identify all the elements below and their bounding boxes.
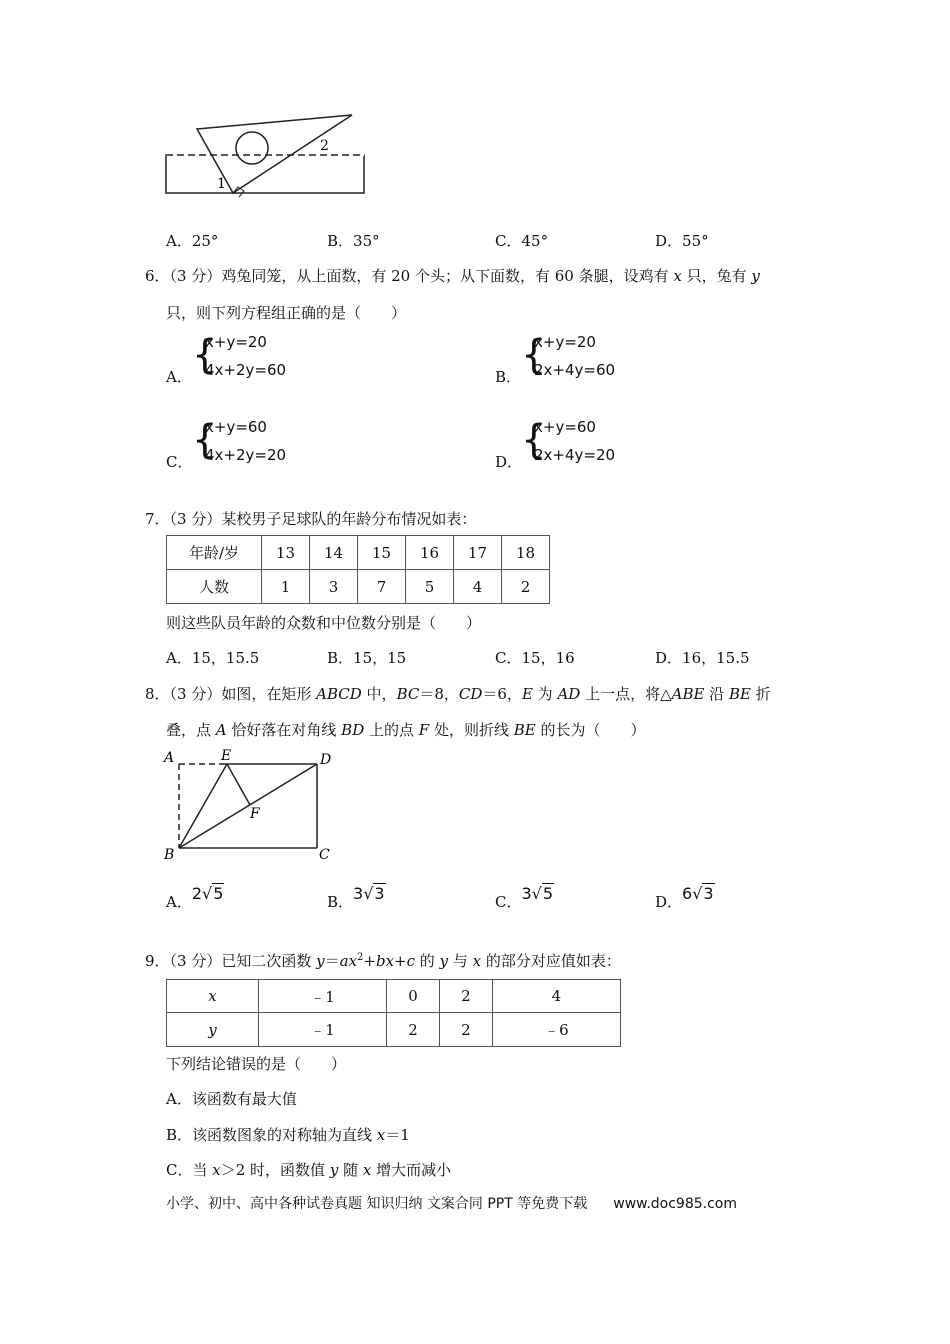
q5-option-c[interactable]: C．45°	[495, 232, 549, 250]
q6-option-b-system: x+y=20 2x+4y=60	[534, 333, 616, 379]
q8-option-b[interactable]: B．3√3	[327, 884, 385, 911]
q8-label-E: E	[221, 748, 232, 764]
q6-option-a-system: x+y=20 4x+2y=60	[205, 333, 287, 379]
table-row: y ﹣1 2 2 ﹣6	[167, 1013, 621, 1047]
q5-angle2-label: 2	[320, 138, 329, 154]
q9-option-a[interactable]: A．该函数有最大值	[166, 1090, 297, 1108]
q5-option-d[interactable]: D．55°	[655, 232, 709, 250]
q8-figure	[160, 746, 340, 866]
q9-option-c[interactable]: C．当 x＞2 时，函数值 y 随 x 增大而减小	[166, 1161, 452, 1179]
q5-circle	[236, 132, 268, 164]
q6-stem-line1: 6．（3 分）鸡兔同笼，从上面数，有 20 个头；从下面数，有 60 条腿，设鸡有 x 只，兔有 y	[145, 267, 760, 285]
q5-figure	[160, 110, 370, 198]
brace-icon: {	[521, 332, 547, 378]
brace-icon: {	[192, 332, 218, 378]
footer	[166, 1193, 737, 1213]
q8-stem-line2: 叠，点 A 恰好落在对角线 BD 上的点 F 处，则折线 BE 的长为（ ）	[166, 721, 646, 739]
brace-icon: {	[521, 417, 547, 463]
q8-label-D: D	[320, 752, 332, 768]
q6-option-d-system: x+y=60 2x+4y=20	[534, 418, 616, 464]
q9-option-b[interactable]: B．该函数图象的对称轴为直线 x＝1	[166, 1126, 410, 1144]
table-row: x ﹣1 0 2 4	[167, 980, 621, 1013]
q8-label-F: F	[250, 806, 260, 822]
q6-option-b-letter[interactable]: B．	[495, 368, 522, 386]
table-row: 年龄/岁 13 14 15 16 17 18	[167, 536, 550, 570]
q9-value-table	[166, 979, 621, 1047]
q5-angle1-label: 1	[217, 176, 226, 192]
table-row: 人数 1 3 7 5 4 2	[167, 570, 550, 604]
q9-stem: 9．（3 分）已知二次函数 $y=ax^2+bx+c$ 的 y 与 x 的部分对应值如表：	[145, 952, 621, 970]
q7-option-d[interactable]: D．16，15.5	[655, 649, 750, 667]
q8-label-B: B	[164, 847, 175, 863]
footer-text: 小学、初中、高中各种试卷真题 知识归纳 文案合同 PPT 等免费下载	[166, 1196, 588, 1212]
footer-url-link[interactable]: www.doc985.com	[613, 1196, 737, 1212]
q6-option-c-system: x+y=60 4x+2y=20	[205, 418, 287, 464]
q5-option-b[interactable]: B．35°	[327, 232, 380, 250]
q7-option-a[interactable]: A．15，15.5	[166, 649, 260, 667]
q8-option-c[interactable]: C．3√5	[495, 884, 554, 911]
q5-ruler-rect	[166, 155, 364, 193]
q9-question: 下列结论错误的是（ ）	[166, 1055, 347, 1073]
q7-option-c[interactable]: C．15，16	[495, 649, 575, 667]
q6-option-a-letter[interactable]: A．	[166, 368, 192, 386]
q8-label-A: A	[164, 750, 175, 766]
q8-stem-line1: 8．（3 分）如图，在矩形 ABCD 中，BC＝8，CD＝6，E 为 AD 上一点，将△ABE 沿 BE 折	[145, 685, 771, 703]
q7-age-table	[166, 535, 550, 604]
q6-option-d-letter[interactable]: D．	[495, 453, 523, 471]
q7-stem: 7．（3 分）某校男子足球队的年龄分布情况如表：	[145, 510, 477, 528]
q5-option-a[interactable]: A．25°	[166, 232, 219, 250]
q7-question: 则这些队员年龄的众数和中位数分别是（ ）	[166, 614, 482, 632]
q6-stem-line2: 只，则下列方程组正确的是（ ）	[166, 304, 407, 322]
q8-option-d[interactable]: D．6√3	[655, 884, 714, 911]
q8-label-C: C	[319, 847, 330, 863]
q8-option-a[interactable]: A．2√5	[166, 884, 224, 911]
q6-option-c-letter[interactable]: C．	[166, 453, 193, 471]
brace-icon: {	[192, 417, 218, 463]
q7-option-b[interactable]: B．15，15	[327, 649, 407, 667]
